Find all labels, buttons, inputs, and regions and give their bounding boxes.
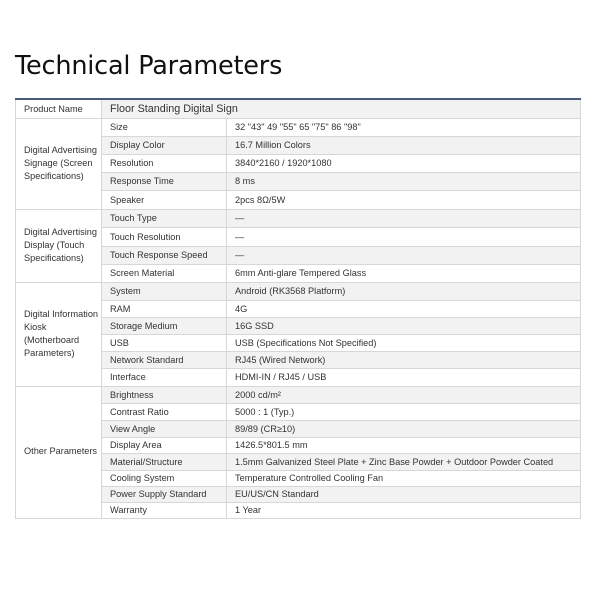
parameter-name: USB [102,334,227,351]
parameter-name: View Angle [102,420,227,437]
parameter-value: EU/US/CN Standard [227,486,581,502]
category-cell: Other Parameters [16,386,102,518]
parameter-value: 4G [227,300,581,317]
parameter-name: Speaker [102,190,227,209]
parameter-name: Touch Type [102,209,227,227]
parameter-name: Storage Medium [102,317,227,334]
parameter-name: Display Area [102,437,227,453]
parameter-name: RAM [102,300,227,317]
product-name-label: Product Name [16,99,102,118]
spec-table [15,98,581,519]
parameter-name: Resolution [102,154,227,172]
parameter-name: Cooling System [102,470,227,486]
parameter-value: 6mm Anti-glare Tempered Glass [227,264,581,282]
parameter-value: 3840*2160 / 1920*1080 [227,154,581,172]
table-row [16,209,581,227]
parameter-name: Brightness [102,386,227,403]
parameter-name: Network Standard [102,351,227,368]
parameter-name: Display Color [102,136,227,154]
parameter-value: Android (RK3568 Platform) [227,282,581,300]
parameter-name: Power Supply Standard [102,486,227,502]
parameter-name: Touch Response Speed [102,246,227,264]
parameter-name: Response Time [102,172,227,190]
parameter-name: Size [102,118,227,136]
parameter-value: 16.7 Million Colors [227,136,581,154]
parameter-name: Warranty [102,502,227,518]
parameter-value: 2pcs 8Ω/5W [227,190,581,209]
parameter-value: — [227,209,581,227]
parameter-value: 8 ms [227,172,581,190]
parameter-name: Interface [102,368,227,386]
category-cell: Digital Advertising Signage (Screen Specifications) [16,118,102,209]
parameter-name: Touch Resolution [102,227,227,246]
parameter-value: 5000 : 1 (Typ.) [227,403,581,420]
parameter-value: 2000 cd/m² [227,386,581,403]
parameter-value: 16G SSD [227,317,581,334]
table-row [16,282,581,300]
parameter-value: USB (Specifications Not Specified) [227,334,581,351]
table-header-row [16,99,581,118]
parameter-value: 1426.5*801.5 mm [227,437,581,453]
table-row [16,118,581,136]
parameter-value: — [227,246,581,264]
parameter-value: 89/89 (CR≥10) [227,420,581,437]
parameter-value: HDMI-IN / RJ45 / USB [227,368,581,386]
parameter-name: System [102,282,227,300]
page-title: Technical Parameters [15,51,283,81]
parameter-value: 32 "43" 49 "55" 65 "75" 86 "98" [227,118,581,136]
parameter-value: — [227,227,581,246]
parameter-value: Temperature Controlled Cooling Fan [227,470,581,486]
product-name-value: Floor Standing Digital Sign [102,99,581,118]
parameter-value: 1.5mm Galvanized Steel Plate + Zinc Base Powder + Outdoor Powder Coated [227,453,581,470]
table-row [16,386,581,403]
category-cell: Digital Information Kiosk (Motherboard Parameters) [16,282,102,386]
category-cell: Digital Advertising Display (Touch Specifications) [16,209,102,282]
parameter-name: Material/Structure [102,453,227,470]
parameter-value: 1 Year [227,502,581,518]
parameter-value: RJ45 (Wired Network) [227,351,581,368]
parameter-name: Contrast Ratio [102,403,227,420]
parameter-name: Screen Material [102,264,227,282]
